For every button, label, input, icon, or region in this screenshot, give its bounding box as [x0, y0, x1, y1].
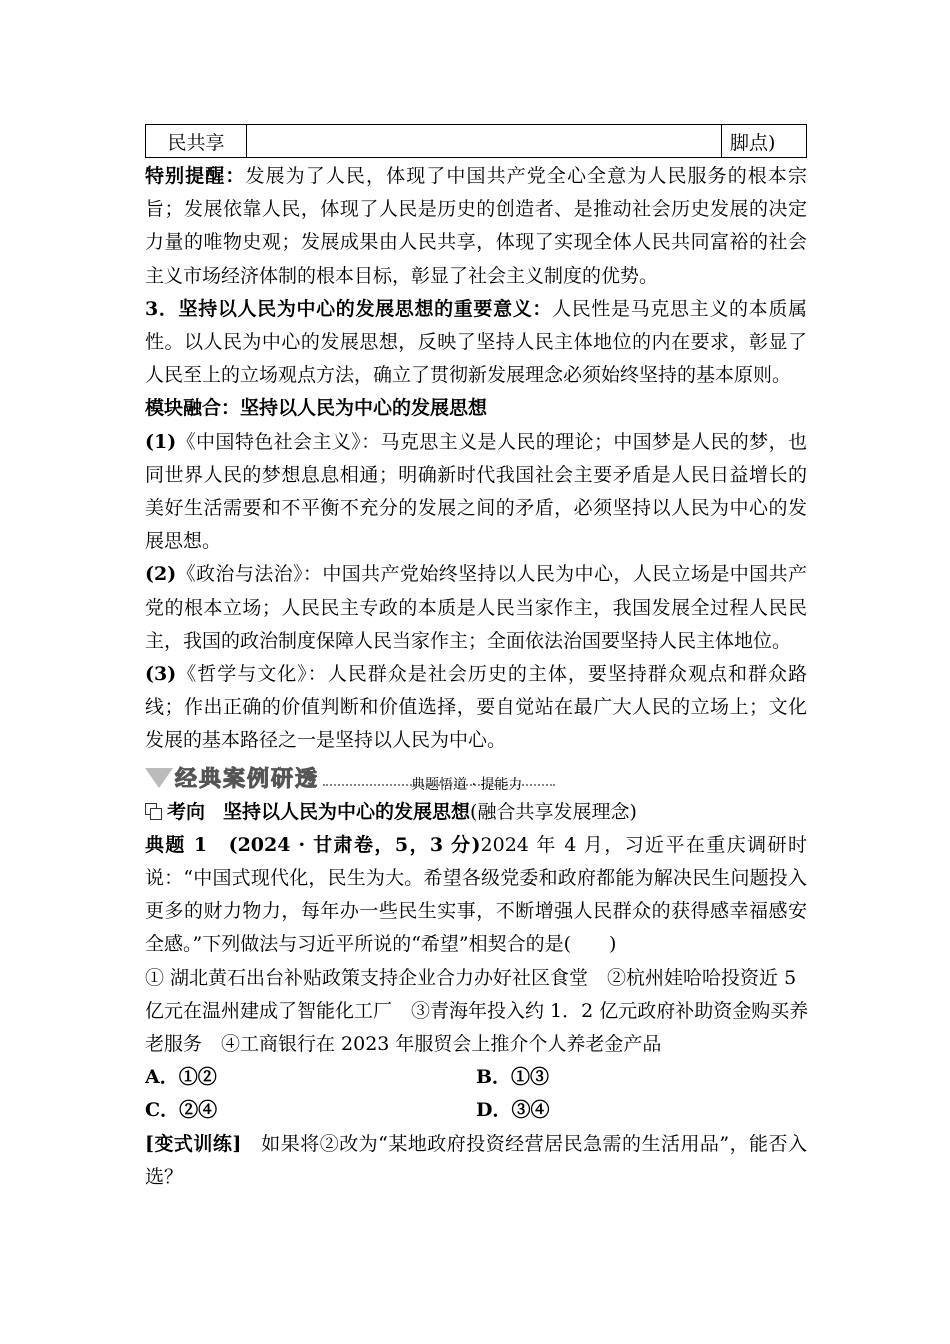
- kaoxiang-heading: [145, 796, 807, 829]
- variant-training: [145, 1128, 807, 1194]
- item-number: (1): [145, 430, 177, 453]
- options-row-1: [145, 1061, 807, 1094]
- variant-label: [变式训练]: [145, 1132, 242, 1155]
- banner-subtitle: 典题悟道 · 提能力: [411, 776, 523, 793]
- option-c: C．②④: [145, 1099, 218, 1122]
- question-stem: [145, 829, 807, 962]
- question-text: 2024 年 4 月，习近平在重庆调研时说：“中国式现代化，民生为大。希望各级党委和政府都能为解决民生问题投入更多的财力物力，每年办一些民生实事，不断增强人民群众的获得感幸福感安全感。”下列做法与习近平所说的“希望”相契合的是( ): [145, 833, 807, 956]
- kaoxiang-label: 考向: [167, 800, 206, 823]
- summary-table-row: [145, 124, 807, 158]
- note-label: 特别提醒：: [145, 165, 246, 187]
- module-item-3: [145, 658, 807, 758]
- option-a: A．①②: [145, 1066, 217, 1089]
- table-cell-1: 民共享: [146, 125, 247, 158]
- triangle-icon: [145, 768, 173, 788]
- table-cell-2: [247, 125, 722, 158]
- section-banner: [145, 760, 807, 796]
- choice-line-1: ① 湖北黄石出台补贴政策支持企业合力办好社区食堂 ②杭州娃哈哈投资近 5: [145, 966, 797, 989]
- item-text: 《政治与法治》：中国共产党始终坚持以人民为中心，人民立场是中国共产党的根本立场；人民民主专政的本质是人民当家作主，我国发展全过程人民民主，我国的政治制度保障人民当家作主；全面依法治国要坚持人民主体地位。: [145, 563, 807, 652]
- point-3-text: 人民性是马克思主义的本质属性。以人民为中心的发展思想，反映了坚持人民主体地位的内在要求，彰显了人民至上的立场观点方法，确立了贯彻新发展理念必须始终坚持的基本原则。: [145, 297, 807, 387]
- kaoxiang-title: 坚持以人民为中心的发展思想: [223, 800, 471, 823]
- item-number: (3): [145, 663, 177, 686]
- banner-title: 经典案例研透: [175, 766, 320, 792]
- special-note: [145, 160, 807, 293]
- options-row-2: [145, 1094, 807, 1127]
- point-3-head: 3．坚持以人民为中心的发展思想的重要意义：: [145, 297, 553, 320]
- item-number: (2): [145, 563, 177, 586]
- variant-text: 如果将②改为“某地政府投资经营居民急需的生活用品”，能否入选？: [145, 1132, 807, 1188]
- squares-icon: [145, 803, 163, 821]
- option-d: D．③④: [476, 1099, 550, 1122]
- kaoxiang-note: (融合共享发展理念): [470, 800, 637, 823]
- choice-line-3: 老服务 ④工商银行在 2023 年服贸会上推介个人养老金产品: [145, 1033, 662, 1056]
- table-cell-3: 脚点): [722, 125, 807, 158]
- note-text: 发展为了人民，体现了中国共产党全心全意为人民服务的根本宗旨；发展依靠人民，体现了人民是历史的创造者、是推动社会历史发展的决定力量的唯物史观；发展成果由人民共享，体现了实现全体人民共同富裕的社会主义市场经济体制的根本目标，彰显了社会主义制度的优势。: [145, 165, 807, 287]
- module-title: 模块融合：坚持以人民为中心的发展思想: [145, 397, 488, 420]
- point-3: [145, 293, 807, 393]
- item-text: 《哲学与文化》：人民群众是社会历史的主体，要坚持群众观点和群众路线；作出正确的价值判断和价值选择，要自觉站在最广大人民的立场上；文化发展的基本路径之一是坚持以人民为中心。: [145, 663, 807, 752]
- module-item-1: [145, 426, 807, 559]
- option-b: B．①③: [476, 1066, 550, 1089]
- item-text: 《中国特色社会主义》：马克思主义是人民的理论；中国梦是人民的梦，也同世界人民的梦想息息相通；明确新时代我国社会主要矛盾是人民日益增长的美好生活需要和不平衡不充分的发展之间的矛盾，必须坚持以人民为中心的发展思想。: [145, 430, 807, 553]
- choice-line-2: 亿元在温州建成了智能化工厂 ③青海年投入约 1．2 亿元政府补助资金购买养: [145, 999, 809, 1022]
- question-label: 典题 1: [145, 833, 208, 856]
- page-content: [145, 124, 807, 1194]
- module-item-2: [145, 558, 807, 658]
- question-source: (2024 · 甘肃卷，5，3 分): [228, 833, 481, 856]
